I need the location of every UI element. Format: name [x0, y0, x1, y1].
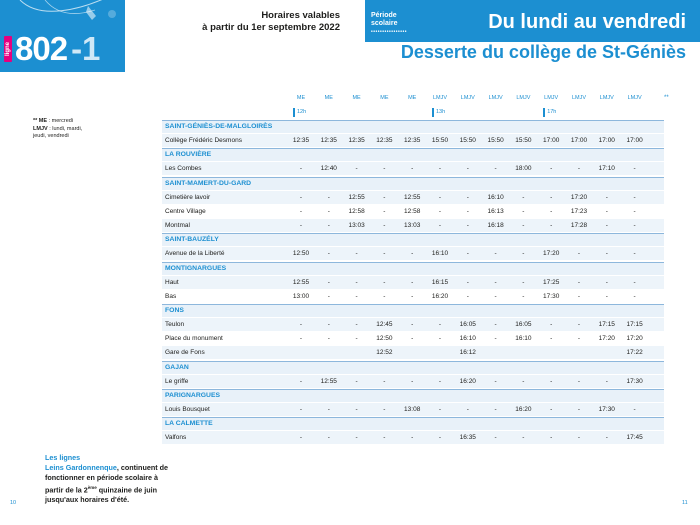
time-cell: - [550, 377, 553, 385]
time-cell: 17:00 [626, 137, 643, 145]
time-cell: 16:10 [515, 335, 532, 343]
time-cell: - [494, 335, 497, 343]
time-cell: - [633, 193, 636, 201]
time-cell: - [522, 278, 525, 286]
table-row [162, 346, 664, 359]
time-cell: 16:20 [515, 406, 532, 413]
time-cell: - [355, 335, 358, 343]
time-cell: - [327, 207, 330, 215]
header-line-block [0, 0, 125, 72]
time-cell: - [633, 292, 636, 300]
column-header: ME [352, 95, 361, 101]
time-cell: - [466, 278, 469, 286]
time-cell: - [411, 377, 414, 385]
time-cell: - [327, 335, 330, 343]
time-cell: - [383, 250, 386, 258]
time-cell: - [633, 207, 636, 215]
line-suffix: -1 [71, 30, 101, 67]
time-cell: - [466, 292, 469, 300]
time-cell: - [577, 377, 581, 385]
time-cell: - [494, 406, 497, 413]
table-row [162, 162, 664, 175]
stop-name: Louis Bousquet [165, 406, 210, 413]
time-cell: - [577, 335, 581, 343]
time-cell: - [633, 165, 636, 173]
time-cell: - [411, 250, 414, 258]
time-cell: 12:58 [348, 207, 365, 215]
time-cell: 18:00 [515, 165, 532, 173]
time-cell: 12:35 [348, 137, 365, 145]
column-header: ME [408, 95, 417, 101]
column-header: LMJV [599, 95, 614, 101]
time-cell: - [577, 278, 581, 286]
time-cell: - [577, 292, 581, 300]
note-title: Les lignes [45, 453, 81, 462]
legend-text-lmjv: : lundi, mardi, [47, 125, 83, 132]
time-cell: - [327, 406, 330, 413]
time-cell: - [438, 377, 442, 385]
town-name: PARIGNARGUES [165, 391, 221, 399]
time-cell: 16:20 [431, 292, 449, 300]
time-cell: 12:55 [320, 377, 337, 385]
time-cell: 16:15 [431, 278, 449, 286]
time-cell: - [355, 250, 358, 258]
time-cell: 16:35 [459, 434, 476, 442]
column-header: ME [296, 95, 306, 101]
time-cell: 12:50 [376, 335, 393, 343]
town-name: SAINT-BAUZÉLY [165, 236, 219, 244]
time-cell: 15:50 [487, 137, 504, 145]
town-name: FONS [165, 306, 184, 314]
column-header: LMJV [544, 95, 559, 101]
time-cell: 16:13 [487, 207, 504, 215]
stop-name: Haut [165, 278, 179, 286]
period-line-2: scolaire [371, 20, 398, 27]
time-cell: - [327, 321, 330, 329]
time-cell: - [383, 377, 386, 385]
time-cell: 17:45 [626, 434, 643, 442]
time-cell: 13:03 [348, 222, 365, 230]
page-number-left: 10 [10, 500, 17, 506]
table-row [162, 318, 664, 331]
stop-name: Avenue de la Liberté [165, 250, 225, 258]
time-cell: - [577, 250, 581, 258]
time-cell: - [466, 193, 469, 201]
note-line-1: , continuent de [116, 463, 168, 472]
time-cell: - [633, 250, 636, 258]
time-cell: - [299, 222, 303, 230]
time-cell: - [577, 406, 581, 413]
line-badge [4, 30, 100, 68]
table-row [162, 332, 664, 345]
time-cell: 12:35 [404, 137, 421, 145]
column-header: ME [324, 95, 333, 101]
stop-name: Gare de Fons [165, 349, 205, 357]
time-cell: - [299, 207, 303, 215]
period-line-1: Période [371, 12, 397, 19]
time-cell: - [438, 165, 442, 173]
time-cell: 12:35 [376, 137, 393, 145]
time-cell: - [605, 207, 608, 215]
time-cell: 12:58 [404, 207, 421, 215]
town-name: MONTIGNARGUES [165, 264, 227, 272]
legend-key-lmjv: LMJV [33, 125, 48, 132]
time-cell: 17:00 [543, 137, 560, 145]
time-cell: - [605, 193, 608, 201]
time-cell: - [411, 434, 414, 442]
time-cell: 17:30 [598, 406, 615, 413]
time-cell: - [438, 321, 442, 329]
stop-name: Place du monument [165, 335, 223, 343]
table-row [162, 219, 664, 232]
column-header: LMJV [460, 95, 475, 101]
time-cell: - [522, 250, 525, 258]
stop-name: Collège Frédéric Desmons [165, 137, 242, 145]
town-header-row [162, 233, 664, 246]
note-line-name: Leins Gardonnenque [45, 463, 117, 472]
start-hour-marker: 17h [543, 108, 556, 117]
town-header-row [162, 120, 664, 133]
time-cell: 17:20 [598, 335, 615, 343]
validity-block [125, 0, 365, 42]
time-cell: - [494, 292, 497, 300]
table-row [162, 375, 664, 388]
table-row [162, 205, 664, 218]
time-cell: - [355, 377, 358, 385]
time-cell: - [438, 222, 442, 230]
time-cell: - [299, 321, 303, 329]
time-cell: - [383, 222, 386, 230]
time-cell: 17:23 [570, 207, 588, 215]
time-cell: - [550, 165, 553, 173]
legend-text-lmjv-2: jeudi, vendredi [33, 133, 69, 139]
table-row [162, 247, 664, 260]
town-header-row [162, 148, 664, 161]
time-cell: - [383, 165, 386, 173]
legend [33, 118, 82, 141]
time-cell: 12:40 [320, 165, 337, 173]
time-cell: - [633, 406, 636, 413]
time-cell: - [550, 222, 553, 230]
time-cell: - [327, 193, 330, 201]
time-cell: 16:12 [459, 349, 476, 357]
time-cell: - [383, 434, 386, 442]
stop-name: Les Combes [165, 165, 202, 173]
time-cell: - [438, 434, 442, 442]
column-marker: ** [664, 95, 669, 101]
time-cell: - [494, 377, 497, 385]
time-cell: 13:00 [292, 292, 310, 300]
time-cell: 16:10 [459, 335, 476, 343]
line-number: 802 [15, 30, 68, 67]
time-cell: 17:28 [570, 222, 588, 230]
time-cell: - [355, 406, 358, 413]
time-cell: - [577, 165, 581, 173]
time-cell: - [327, 222, 330, 230]
time-cell: 17:20 [543, 250, 560, 258]
time-cell: 17:25 [543, 278, 560, 286]
column-header: ME [380, 95, 389, 101]
note-line-2: fonctionner en période scolaire à [45, 473, 159, 482]
time-cell: - [299, 434, 303, 442]
town-name: SAINT-GÉNIÈS-DE-MALGLOIRÈS [165, 123, 273, 130]
time-cell: - [466, 165, 469, 173]
time-cell: - [605, 292, 608, 300]
time-cell: - [411, 292, 414, 300]
time-cell: 17:15 [626, 321, 643, 329]
time-cell: - [383, 207, 386, 215]
time-cell: - [466, 222, 469, 230]
time-cell: - [411, 321, 414, 329]
time-cell: - [605, 377, 608, 385]
time-cell: - [550, 193, 553, 201]
time-cell: - [550, 434, 553, 442]
days-banner: Du lundi au vendredi [417, 0, 700, 42]
time-cell: - [577, 321, 581, 329]
time-cell: 17:20 [570, 193, 588, 201]
time-cell: - [411, 165, 414, 173]
town-header-row [162, 417, 664, 430]
time-cell: - [494, 250, 497, 258]
time-cell: - [522, 377, 525, 385]
time-cell: - [522, 207, 525, 215]
stop-name: Montmal [165, 222, 190, 230]
period-dots: •••••••••••••••• [371, 29, 408, 35]
start-hour-marker: 13h [432, 108, 445, 117]
time-cell: - [383, 193, 386, 201]
period-box [365, 0, 417, 42]
start-hour-marker: 12h [293, 108, 306, 117]
table-row [162, 276, 664, 289]
time-cell: - [299, 406, 303, 413]
stop-name: Cimetière lavoir [165, 193, 211, 201]
time-cell: - [438, 335, 442, 343]
time-cell: 17:10 [598, 165, 615, 173]
time-cell: - [605, 222, 608, 230]
time-cell: 15:50 [431, 137, 449, 145]
time-cell: - [327, 250, 330, 258]
time-cell: 13:08 [404, 406, 421, 413]
time-cell: - [494, 434, 497, 442]
time-cell: - [327, 292, 330, 300]
time-cell: - [577, 434, 581, 442]
stop-name: Centre Village [165, 207, 206, 215]
town-header-row [162, 389, 664, 402]
time-cell: - [438, 207, 442, 215]
time-cell: - [411, 278, 414, 286]
note-line-3a: partir de la 2 [45, 485, 88, 495]
stop-name: Le griffe [165, 377, 189, 385]
town-header-row [162, 304, 664, 317]
time-cell: 12:55 [348, 193, 365, 201]
town-header-row [162, 361, 664, 374]
column-header: LMJV [571, 95, 587, 101]
validity-line-2: à partir du 1er septembre 2022 [202, 22, 340, 33]
line-tag: ligne [4, 36, 12, 62]
time-cell: 15:50 [459, 137, 476, 145]
time-cell: - [438, 406, 442, 413]
time-cell: 12:55 [404, 193, 421, 201]
note-line-3b: quinzaine de juin [96, 485, 158, 495]
time-cell: - [522, 193, 525, 201]
time-cell: 17:00 [598, 137, 615, 145]
page-subtitle: Desserte du collège de St-Géniès [400, 42, 686, 62]
time-cell: 16:20 [459, 377, 476, 385]
validity-text [202, 10, 340, 34]
time-cell: - [299, 377, 303, 385]
time-cell: - [438, 193, 442, 201]
time-cell: - [327, 434, 330, 442]
time-cell: - [355, 292, 358, 300]
time-cell: - [466, 207, 469, 215]
time-cell: 17:15 [598, 321, 615, 329]
time-cell: - [550, 406, 553, 413]
stop-name: Valfons [165, 434, 187, 442]
time-cell: 16:05 [515, 321, 532, 329]
time-cell: 16:18 [487, 222, 504, 230]
time-cell: - [550, 335, 553, 343]
time-cell: - [494, 278, 497, 286]
time-cell: - [633, 222, 636, 230]
time-cell: 16:10 [431, 250, 449, 258]
time-cell: - [299, 193, 303, 201]
legend-key-me: ** ME [33, 118, 48, 124]
time-cell: - [605, 278, 608, 286]
time-cell: - [355, 165, 358, 173]
legend-text-me: : mercredi [47, 118, 74, 124]
time-cell: - [355, 434, 358, 442]
time-cell: - [411, 335, 414, 343]
validity-line-1: Horaires valables [261, 10, 340, 21]
town-header-row [162, 262, 664, 275]
time-cell: - [633, 278, 636, 286]
stop-name: Bas [165, 292, 177, 300]
time-cell: 17:20 [626, 335, 643, 343]
time-cell: 12:35 [320, 137, 337, 145]
footer-note [45, 453, 168, 505]
time-cell: - [605, 434, 608, 442]
note-line-3-sup: ème [87, 485, 97, 490]
time-cell: - [466, 250, 469, 258]
time-cell: - [466, 406, 469, 413]
time-cell: - [494, 165, 497, 173]
time-cell: 12:50 [292, 250, 310, 258]
column-header: LMJV [432, 95, 448, 101]
time-cell: - [383, 292, 386, 300]
time-cell: 12:55 [292, 278, 310, 286]
column-header: LMJV [627, 95, 642, 101]
table-row [162, 403, 664, 416]
town-name: LA ROUVIÈRE [165, 151, 212, 159]
time-cell: 17:22 [626, 349, 643, 357]
time-cell: 12:45 [376, 321, 393, 329]
time-cell: - [327, 278, 330, 286]
time-cell: - [299, 335, 303, 343]
time-cell: 17:00 [570, 137, 588, 145]
time-cell: - [522, 222, 525, 230]
time-cell: 17:30 [543, 292, 560, 300]
time-cell: 12:52 [376, 349, 393, 357]
table-row [162, 431, 664, 444]
time-cell: - [494, 321, 497, 329]
time-cell: - [522, 292, 525, 300]
time-cell: - [383, 278, 386, 286]
time-cell: - [550, 207, 553, 215]
note-line-4: jusqu'aux horaires d'été. [45, 495, 130, 505]
time-cell: - [605, 250, 608, 258]
time-cell: - [383, 406, 386, 413]
town-name: GAJAN [165, 363, 189, 371]
table-row [162, 290, 664, 303]
time-cell: - [355, 278, 358, 286]
town-name: LA CALMETTE [165, 420, 213, 428]
page-number-right: 11 [682, 500, 688, 506]
time-cell: 15:50 [515, 137, 532, 145]
time-cell: - [550, 321, 553, 329]
time-cell: - [299, 165, 303, 173]
column-header: LMJV [488, 95, 503, 101]
time-cell: - [522, 434, 525, 442]
time-cell: - [355, 321, 358, 329]
table-row [162, 191, 664, 204]
column-header: LMJV [516, 95, 531, 101]
time-cell: 13:03 [404, 222, 421, 230]
stop-name: Teulon [165, 321, 185, 329]
table-row [162, 134, 664, 147]
town-header-row [162, 177, 664, 190]
time-cell: 16:05 [459, 321, 476, 329]
town-name: SAINT-MAMERT-DU-GARD [165, 179, 252, 187]
time-cell: 16:10 [487, 193, 504, 201]
time-cell: 12:35 [292, 137, 310, 145]
time-cell: 17:30 [626, 377, 643, 385]
